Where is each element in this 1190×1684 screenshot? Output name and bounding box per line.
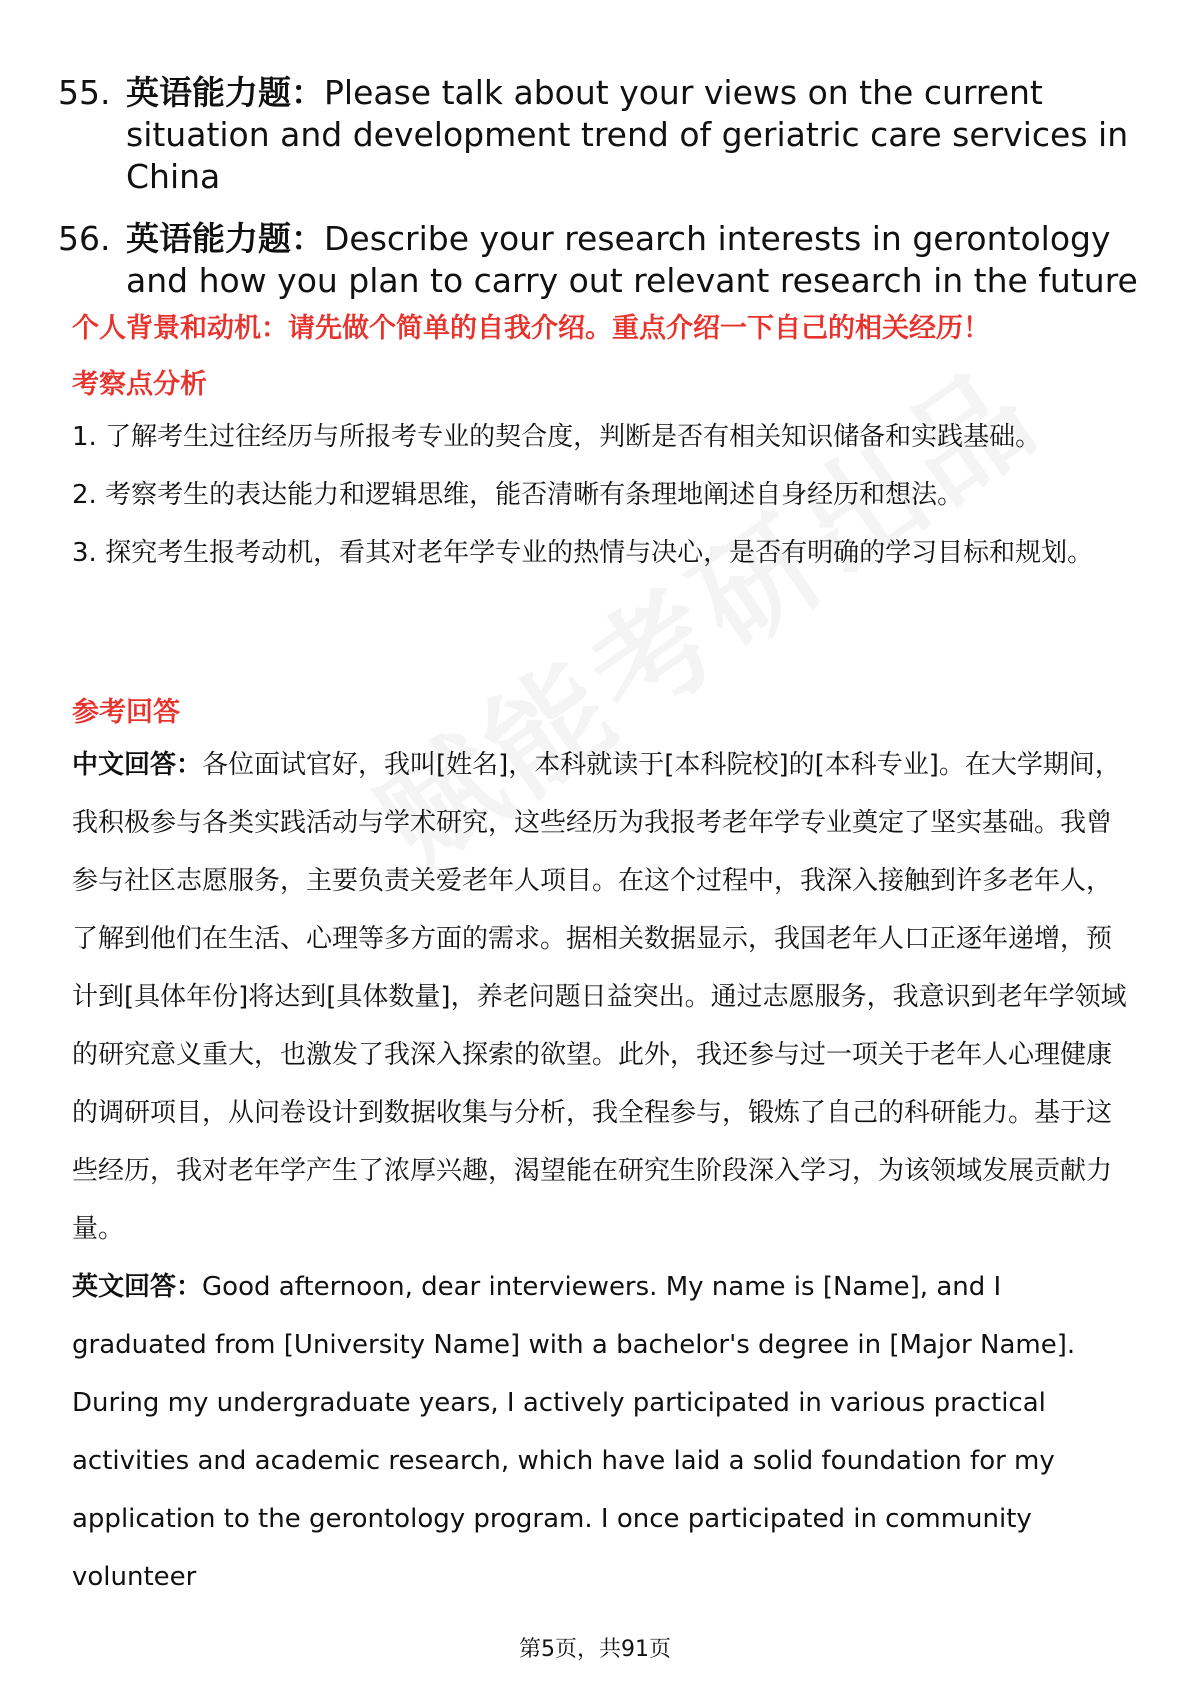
question-body xyxy=(126,72,1138,198)
analysis-point-1: 1. 了解考生过往经历与所报考专业的契合度，判断是否有相关知识储备和实践基础。 xyxy=(72,422,1042,452)
analysis-point-2: 2. 考察考生的表达能力和逻辑思维，能否清晰有条理地阐述自身经历和想法。 xyxy=(72,480,964,510)
question-text: Please talk about your views on the current situation and development trend of geriatric care services in China xyxy=(126,73,1129,196)
question-item-55 xyxy=(58,72,1138,198)
english-answer-label: 英文回答： xyxy=(72,1272,203,1302)
question-list xyxy=(58,72,1138,322)
analysis-point-3: 3. 探究考生报考动机，看其对老年学专业的热情与决心，是否有明确的学习目标和规划。 xyxy=(72,538,1094,568)
chinese-answer-label: 中文回答： xyxy=(72,750,203,780)
question-label: 英语能力题： xyxy=(126,73,324,112)
question-body xyxy=(126,218,1138,302)
reference-heading: 参考回答 xyxy=(72,697,180,728)
question-number: 55. xyxy=(58,73,111,112)
section-title-block xyxy=(72,312,1132,346)
chinese-answer xyxy=(72,736,1132,1258)
reference-section xyxy=(72,696,1132,1606)
question-number: 56. xyxy=(58,219,111,258)
question-label: 英语能力题： xyxy=(126,219,324,258)
question-text: Describe your research interests in gerontology and how you plan to carry out relevant research in the future xyxy=(126,219,1138,300)
section-title: 个人背景和动机：请先做个简单的自我介绍。重点介绍一下自己的相关经历！ xyxy=(72,313,990,344)
chinese-answer-text: 各位面试官好，我叫[姓名]，本科就读于[本科院校]的[本科专业]。在大学期间，我积极参与各类实践活动与学术研究，这些经历为我报考老年学专业奠定了坚实基础。我曾参与社区志愿服务，主要负责关爱老年人项目。在这个过程中，我深入接触到许多老年人，了解到他们在生活、心理等多方面的需求。据相关数据显示，我国老年人口正逐年递增，预计到[具体年份]将达到[具体数量]，养老问题日益突出。通过志愿服务，我意识到老年学领域的研究意义重大，也激发了我深入探索的欲望。此外，我还参与过一项关于老年人心理健康的调研项目，从问卷设计到数据收集与分析，我全程参与，锻炼了自己的科研能力。基于这些经历，我对老年学产生了浓厚兴趣，渴望能在研究生阶段深入学习，为该领域发展贡献力量。 xyxy=(72,750,1127,1244)
analysis-heading: 考察点分析 xyxy=(72,369,207,400)
analysis-points xyxy=(72,408,1132,582)
english-answer xyxy=(72,1258,1132,1606)
english-answer-text: Good afternoon, dear interviewers. My name is [Name], and I graduated from [University Name] with a bachelor's degree in [Major Name]. During my undergraduate years, I actively participated in various practical activities and academic research, which have laid a solid foundation for my application to the gerontology program. I once participated in community volunteer xyxy=(72,1272,1076,1592)
page-footer: 第5页，共91页 xyxy=(519,1637,671,1662)
analysis-section xyxy=(72,368,1132,582)
question-item-56 xyxy=(58,218,1138,302)
